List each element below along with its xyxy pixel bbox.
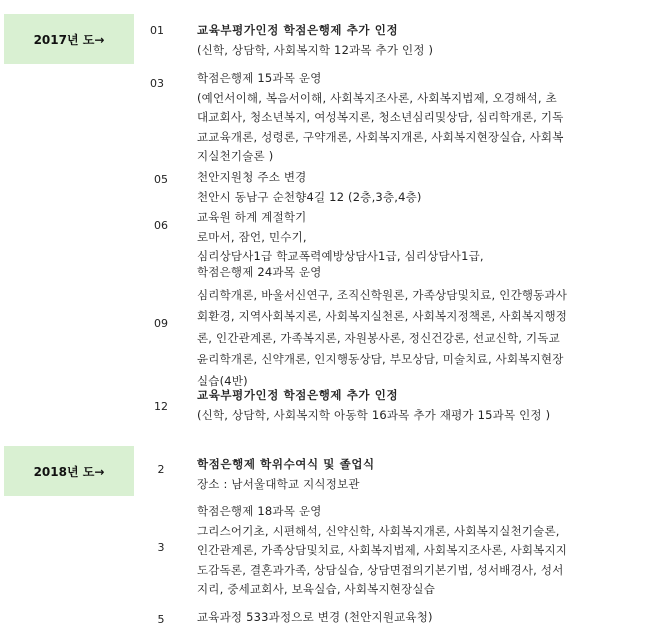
entry-line: 론, 인간관계론, 가족복지론, 자원봉사론, 정신건강론, 선교신학, 기독교 bbox=[197, 330, 560, 345]
entry-line: 심리상담사1급 학교폭력예방상담사1급, 심리상담사1급, bbox=[197, 249, 484, 263]
entry-title: 학점은행제 학위수여식 및 졸업식 bbox=[197, 457, 375, 471]
entry-line: (예언서이해, 복음서이해, 사회복지조사론, 사회복지법제, 오경해석, 초 bbox=[197, 90, 557, 105]
entry-line: 지실천기술론 ) bbox=[197, 149, 274, 163]
entry-line: 지리, 중세교회사, 보육실습, 사회복지현장실습 bbox=[197, 582, 436, 596]
entry-title: 교육부평가인정 학점은행제 추가 인정 bbox=[197, 388, 399, 402]
entry-title: 학점은행제 18과목 운영 bbox=[197, 504, 322, 518]
entry-line: 윤리학개론, 신약개론, 인지행동상담, 부모상담, 미술치료, 사회복지현장 bbox=[197, 352, 564, 366]
entry-month: 01 bbox=[150, 24, 164, 37]
entry-title: 학점은행제 15과목 운영 bbox=[197, 71, 322, 85]
entry-month: 03 bbox=[150, 77, 164, 90]
year-badge-2017: 2017년 도→ bbox=[4, 14, 134, 64]
entry-month: 2 bbox=[157, 463, 165, 476]
entry-line: 인간관계론, 가족상담및치료, 사회복지법제, 사회복지조사론, 사회복지지 bbox=[197, 543, 568, 557]
entry-month: 5 bbox=[157, 613, 165, 626]
entry-line: (신학, 상담학, 사회복지학 12과목 추가 인정 ) bbox=[197, 42, 434, 57]
entry-month: 09 bbox=[154, 317, 168, 330]
timeline-entry bbox=[197, 455, 653, 494]
entry-line: 심리학개론, 바울서신연구, 조직신학원론, 가족상담및치료, 인간행동과사 bbox=[197, 287, 568, 302]
timeline-entry bbox=[197, 69, 653, 167]
entry-month: 12 bbox=[154, 400, 168, 413]
entry-line: 회환경, 지역사회복지론, 사회복지실천론, 사회복지정책론, 사회복지행정 bbox=[197, 309, 568, 323]
entry-title: 학점은행제 24과목 운영 bbox=[197, 265, 322, 279]
timeline-entry bbox=[197, 208, 653, 267]
entry-title: 교육과정 533과정으로 변경 (천안지원교육청) bbox=[197, 610, 433, 624]
entry-line: 교교육개론, 성령론, 구약개론, 사회복지개론, 사회복지현장실습, 사회복 bbox=[197, 129, 564, 144]
entry-line: 장소 : 남서울대학교 지식정보관 bbox=[197, 476, 360, 491]
entry-line: 도감독론, 결혼과가족, 상담실습, 상담면접의기본기법, 성서배경사, 성서 bbox=[197, 562, 564, 577]
timeline-entry bbox=[197, 168, 653, 207]
timeline-entry bbox=[197, 608, 653, 628]
entry-title: 교육부평가인정 학점은행제 추가 인정 bbox=[197, 23, 399, 37]
entry-month: 3 bbox=[157, 541, 165, 554]
entry-line: 실습(4반) bbox=[197, 373, 248, 388]
entry-line: 그리스어기초, 시편해석, 신약신학, 사회복지개론, 사회복지실천기술론, bbox=[197, 523, 560, 538]
entry-month: 05 bbox=[154, 173, 168, 186]
entry-title: 교육원 하계 계절학기 bbox=[197, 210, 307, 224]
entry-line: 대교회사, 청소년복지, 여성복지론, 청소년심리및상담, 심리학개론, 기독 bbox=[197, 110, 564, 124]
entry-title: 천안지원청 주소 변경 bbox=[197, 170, 307, 184]
entry-line: 로마서, 잠언, 민수기, bbox=[197, 229, 307, 244]
entry-month: 06 bbox=[154, 219, 168, 232]
entry-line: (신학, 상담학, 사회복지학 아동학 16과목 추가 재평가 15과목 인정 ) bbox=[197, 407, 551, 422]
timeline-entry bbox=[197, 502, 653, 600]
timeline-entry bbox=[197, 386, 653, 425]
entry-line: 천안시 동남구 순천향4길 12 (2층,3층,4층) bbox=[197, 189, 422, 204]
timeline-entry bbox=[197, 21, 653, 60]
year-badge-2018: 2018년 도→ bbox=[4, 446, 134, 496]
timeline-entry bbox=[197, 263, 653, 391]
